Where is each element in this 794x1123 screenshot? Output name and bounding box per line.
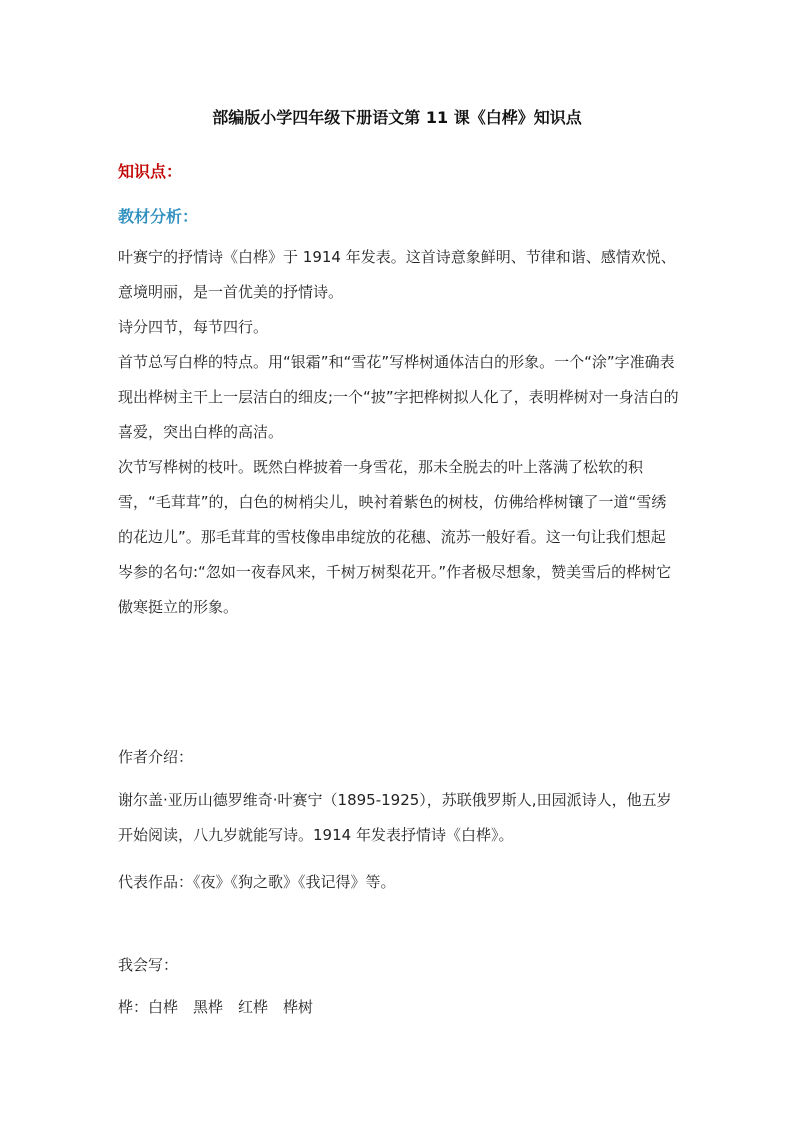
write-label: 我会写：	[118, 956, 179, 974]
analysis-paragraph: 诗分四节，每节四行。	[118, 318, 269, 336]
page-title: 部编版小学四年级下册语文第 11 课《白桦》知识点	[212, 108, 582, 127]
knowledge-heading: 知识点：	[118, 162, 183, 181]
author-paragraph: 谢尔盖·亚历山德罗维奇·叶赛宁（1895-1925），苏联俄罗斯人,田园派诗人，他五岁开始阅读，八九岁就能写诗。1914 年发表抒情诗《白桦》。	[118, 791, 672, 844]
works-paragraph: 代表作品：《夜》《狗之歌》《我记得》等。	[118, 873, 396, 891]
write-words: 桦：白桦 黑桦 红桦 桦树	[118, 998, 314, 1016]
analysis-paragraph: 首节总写白桦的特点。用“银霜”和“雪花”写桦树通体洁白的形象。一个“涂”字准确表现出桦树主干上一层洁白的细皮;一个“披”字把桦树拟人化了，表明桦树对一身洁白的喜爱，突出白桦的高洁。	[118, 353, 679, 441]
author-label: 作者介绍：	[118, 748, 194, 766]
analysis-section	[118, 240, 680, 625]
analysis-paragraph: 次节写桦树的枝叶。既然白桦披着一身雪花，那未全脱去的叶上落满了松软的积雪，“毛茸茸”的，白色的树梢尖儿，映衬着紫色的树枝，仿佛给桦树镶了一道“雪绣的花边儿”。那毛茸茸的雪枝像串串绽放的花穗、流苏一般好看。这一句让我们想起岑参的名句:“忽如一夜春风来，千树万树梨花开。”作者极尽想象，赞美雪后的桦树它傲寒挺立的形象。	[118, 458, 672, 616]
analysis-paragraph: 叶赛宁的抒情诗《白桦》于 1914 年发表。这首诗意象鲜明、节律和谐、感情欢悦、意境明丽，是一首优美的抒情诗。	[118, 248, 676, 301]
analysis-heading: 教材分析：	[118, 207, 199, 226]
